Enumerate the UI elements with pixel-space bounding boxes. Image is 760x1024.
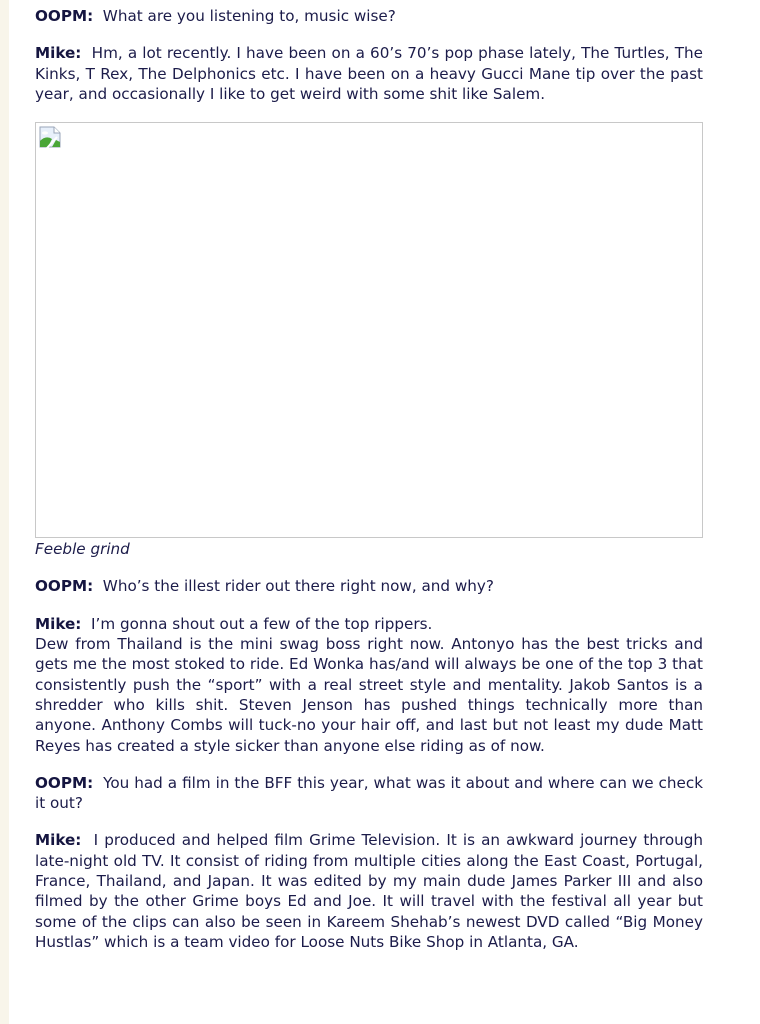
answer-text: I produced and helped film Grime Television. It is an awkward journey through late-night old TV. It consist of riding from multiple cities along the East Coast, Portugal, France, Thailand, and Japan. It was edited by my main dude James Parker III and also filmed by the other Grime boys Ed and Joe. It will travel with the festival all year but some of the clips can also be seen in Kareem Shehab’s newest DVD called “Big Money Hustlas” which is a team video for Loose Nuts Bike Shop in Atlanta, GA. xyxy=(35,831,704,951)
image-caption: Feeble grind xyxy=(35,540,130,559)
question-2 xyxy=(35,576,703,596)
answer-3 xyxy=(35,830,703,952)
answer-text: Hm, a lot recently. I have been on a 60’s 70’s pop phase lately, The Turtles, The Kinks, T Rex, The Delphonics etc. I have been on a heavy Gucci Mane tip over the past year, and occasionally I like to get weird with some shit like Salem. xyxy=(35,44,703,103)
question-text: What are you listening to, music wise? xyxy=(102,7,396,25)
speaker-label: OOPM: xyxy=(35,577,94,596)
speaker-label: OOPM: xyxy=(35,7,94,25)
answer-2-continued: Dew from Thailand is the mini swag boss right now. Antonyo has the best tricks and gets me the most stoked to ride. Ed Wonka has/and will always be one of the top 3 that consistently push the “sport” with a real street style and mentality. Jakob Santos is a shredder who kills shit. Steven Jenson has pushed things technically more than anyone. Anthony Combs will tuck-no your hair off, and last but not least my dude Matt Reyes has created a style sicker than anyone else riding as of now. xyxy=(35,635,703,755)
broken-image-icon xyxy=(38,125,62,149)
speaker-label: OOPM: xyxy=(35,773,94,792)
answer-text: I’m gonna shout out a few of the top rippers. xyxy=(91,614,433,633)
question-3 xyxy=(35,773,703,814)
question-1 xyxy=(35,6,703,26)
left-margin-bar xyxy=(0,0,9,1024)
speaker-label: Mike: xyxy=(35,614,82,633)
question-text: You had a film in the BFF this year, what was it about and where can we check it out? xyxy=(35,773,704,813)
speaker-label: Mike: xyxy=(35,44,82,63)
question-text: Who’s the illest rider out there right now, and why? xyxy=(102,577,494,596)
answer-1 xyxy=(35,43,703,104)
image-frame xyxy=(35,122,703,538)
speaker-label: Mike: xyxy=(35,831,82,850)
answer-2 xyxy=(35,614,703,634)
interview-content xyxy=(35,6,703,952)
